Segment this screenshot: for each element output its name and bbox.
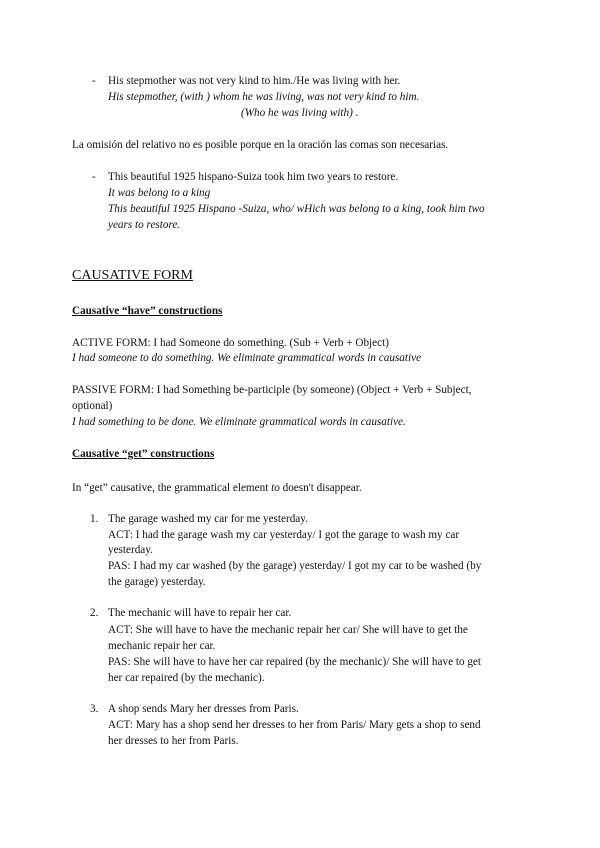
section-heading: CAUSATIVE FORM (72, 268, 193, 283)
have-section-title: Causative “have” constructions (72, 305, 223, 317)
active-form-italic: I had someone to do something. We eliminate grammatical words in causative (72, 352, 422, 364)
example1-line3: yesterday. (108, 544, 153, 556)
example1-line2: ACT: I had the garage wash my car yesterday/ I got the garage to wash my car (108, 529, 460, 541)
active-form-line: ACTIVE FORM: I had Someone do something. (Sub + Verb + Object) (72, 337, 389, 349)
example1-line5: the garage) yesterday. (108, 576, 206, 588)
get-intro-emphasis: to (271, 482, 280, 494)
example-number: 3. (90, 703, 99, 715)
passive-form-italic: I had something to be done. We eliminate grammatical words in causative. (72, 416, 406, 428)
example3-line3: her dresses to her from Paris. (108, 735, 239, 747)
block2-line4: years to restore. (108, 219, 181, 231)
example1-line1: The garage washed my car for me yesterday. (108, 513, 308, 525)
get-intro (72, 481, 362, 495)
example2-line4: PAS: She will have to have her car repaired (by the mechanic)/ She will have to get (108, 656, 482, 668)
block1-line3: (Who he was living with) . (241, 107, 359, 119)
example1-line4: PAS: I had my car washed (by the garage) yesterday/ I got my car to be washed (by (108, 560, 482, 572)
get-intro-text-end: doesn't disappear. (279, 482, 362, 494)
passive-form-line2: optional) (72, 400, 113, 412)
block1-line1: His stepmother was not very kind to him./He was living with her. (108, 75, 401, 87)
example-number: 2. (90, 607, 99, 619)
block2-line2: It was belong to a king (108, 187, 211, 199)
example3-line1: A shop sends Mary her dresses from Paris. (108, 703, 299, 715)
bullet-dash: - (92, 171, 96, 183)
example2-line1: The mechanic will have to repair her car. (108, 607, 292, 619)
passive-form-line1: PASSIVE FORM: I had Something be-participle (by someone) (Object + Verb + Subject, (72, 384, 472, 396)
example-number: 1. (90, 513, 99, 525)
example2-line5: her car repaired (by the mechanic). (108, 672, 265, 684)
example2-line3: mechanic repair her car. (108, 640, 216, 652)
get-section-title: Causative “get” constructions (72, 448, 215, 460)
example3-line2: ACT: Mary has a shop send her dresses to her from Paris/ Mary gets a shop to send (108, 719, 481, 731)
block2-line1: This beautiful 1925 hispano-Suiza took him two years to restore. (108, 171, 399, 183)
bullet-dash: - (92, 75, 96, 87)
note-paragraph: La omisión del relativo no es posible porque en la oración las comas son necesarias. (72, 139, 449, 151)
block1-line2: His stepmother, (with ) whom he was living, was not very kind to him. (108, 91, 420, 103)
example2-line2: ACT: She will have to have the mechanic repair her car/ She will have to get the (108, 624, 468, 636)
block2-line3: This beautiful 1925 Hispano -Suiza, who/ wHich was belong to a king, took him two (108, 203, 485, 215)
get-intro-text: In “get” causative, the grammatical element (72, 482, 272, 494)
